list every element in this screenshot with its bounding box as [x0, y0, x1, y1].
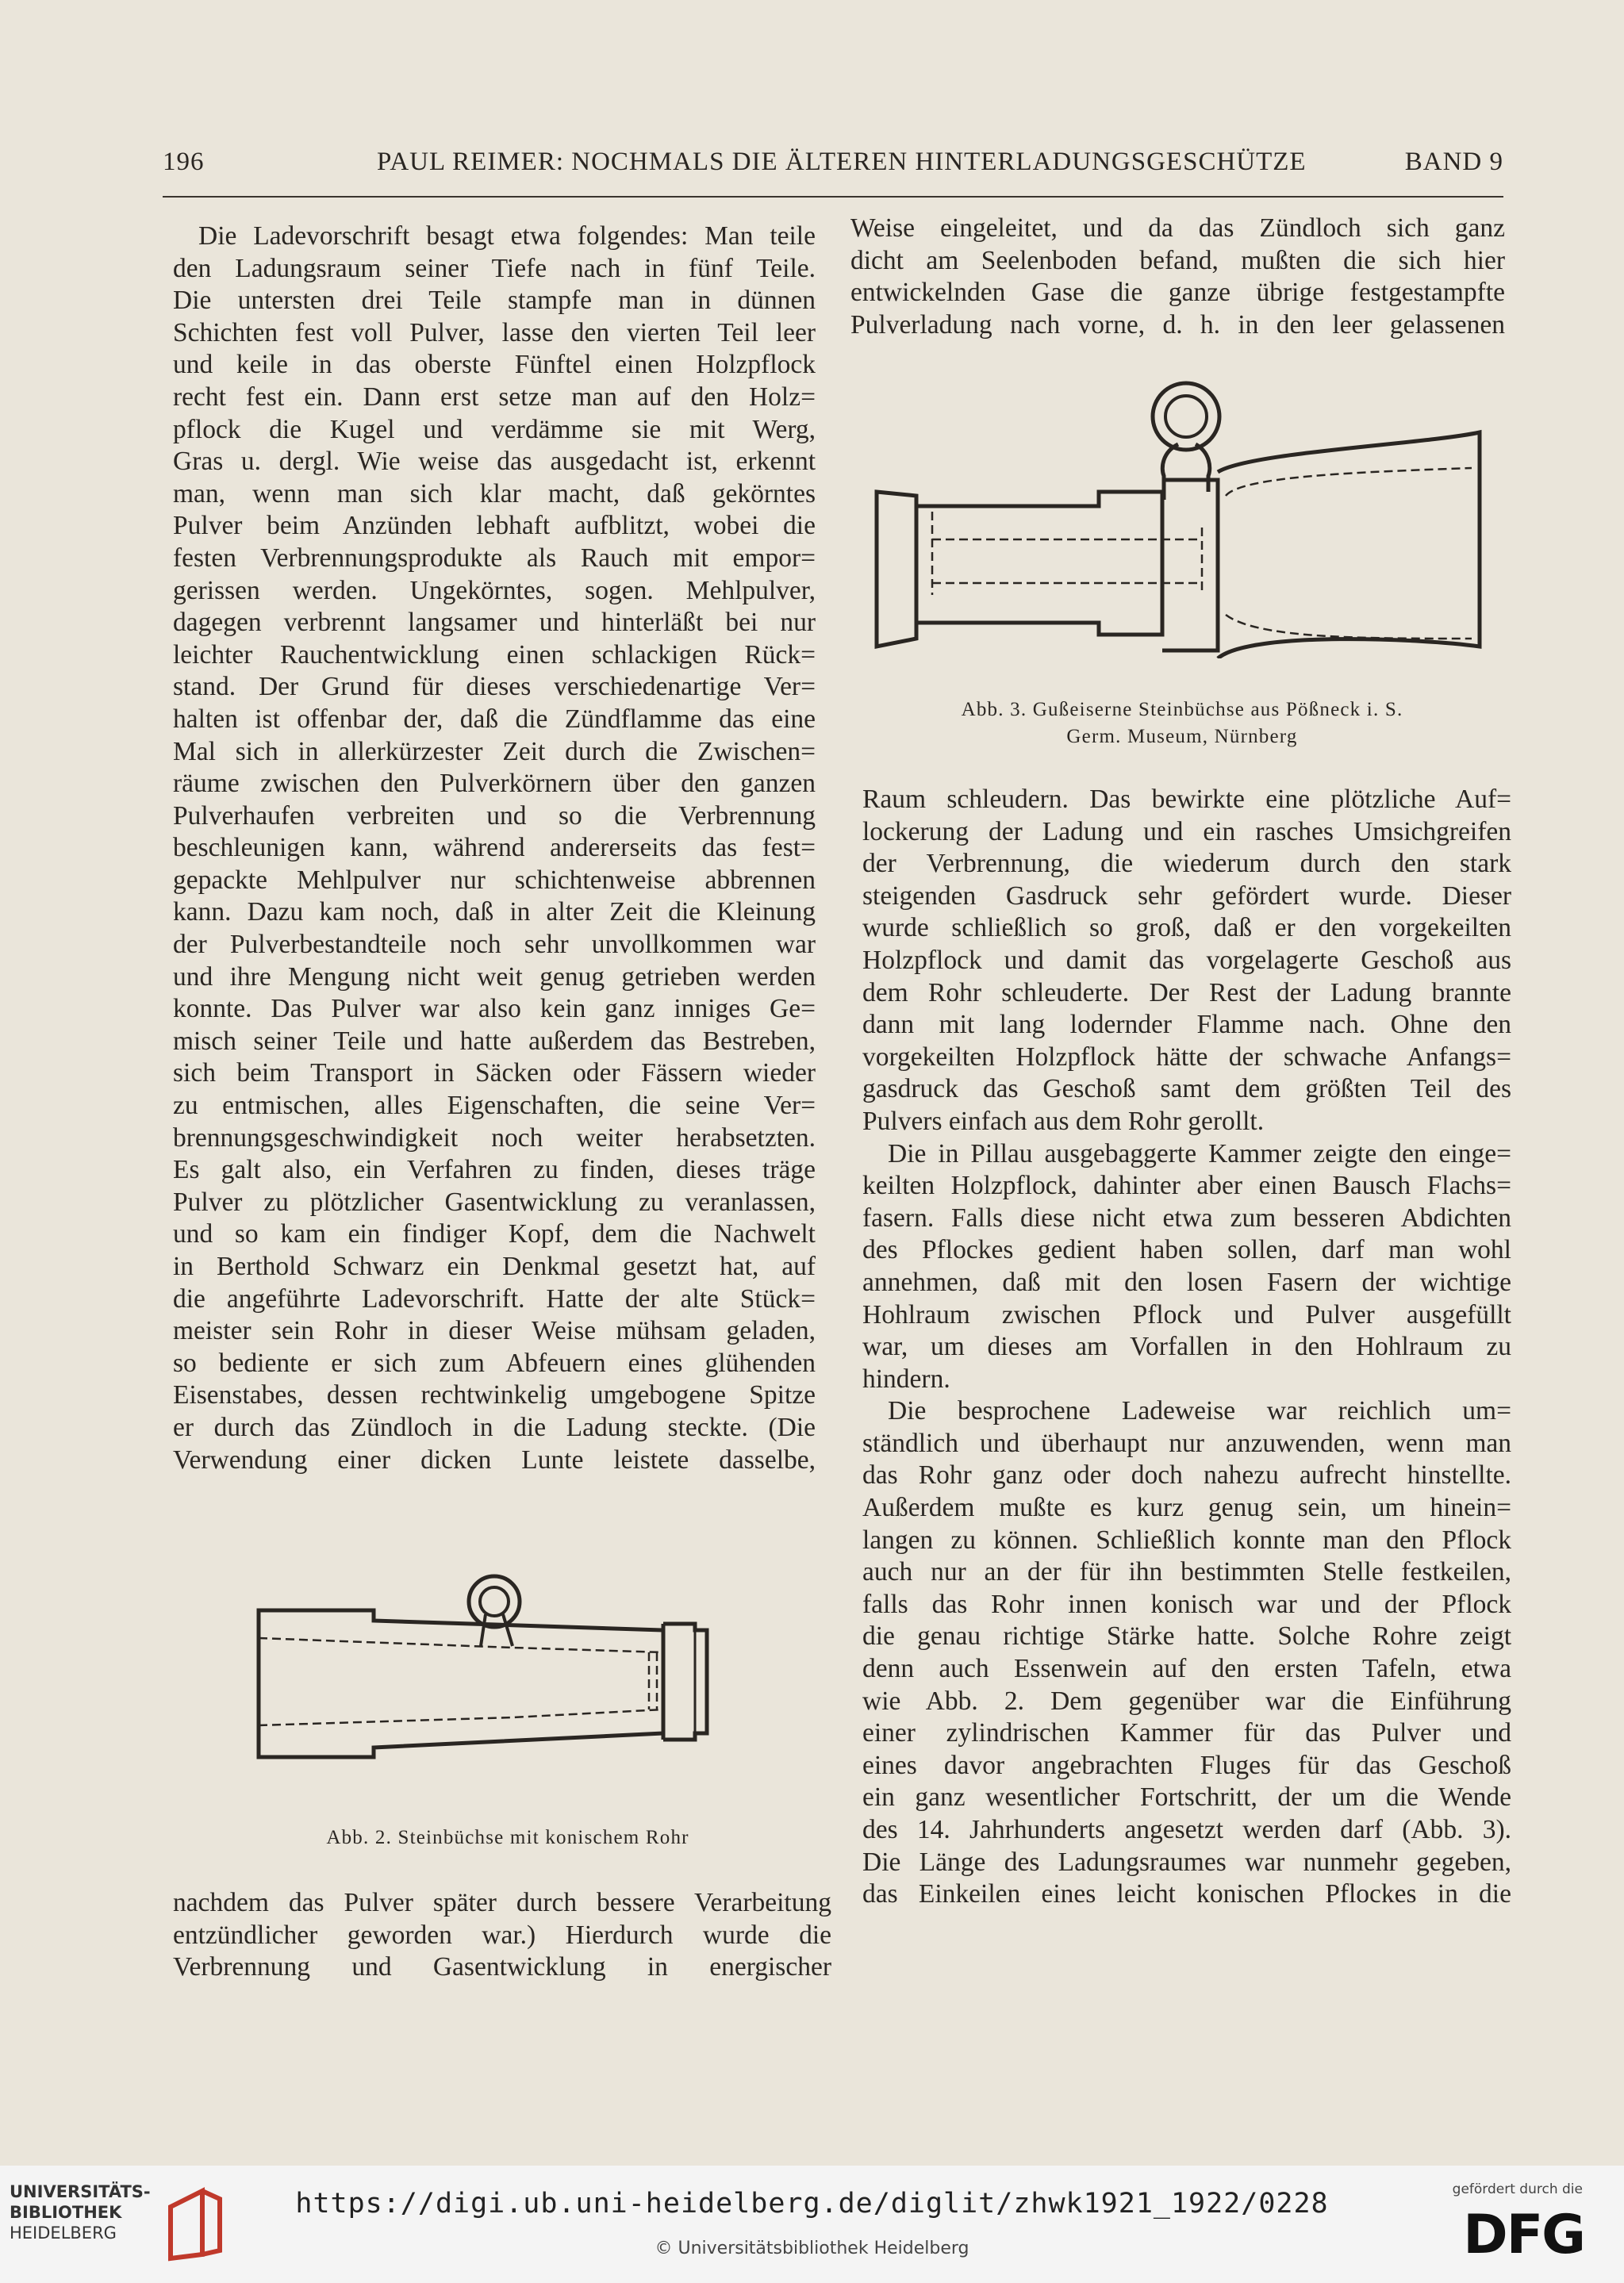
- text-line: lockerung der Ladung und ein rasches Umsichgreifen: [862, 816, 1511, 846]
- text-line: eines davor angebrachten Fluges für das Geschoß: [862, 1750, 1511, 1780]
- text-line: und ihre Mengung nicht weit genug getrieben werden: [173, 961, 816, 992]
- copyright-notice: © Universitätsbibliothek Heidelberg: [655, 2239, 969, 2258]
- text-line: den Ladungsraum seiner Tiefe nach in fünf Teile.: [173, 253, 816, 283]
- text-line: falls das Rohr innen konisch war und der Pflock: [862, 1589, 1511, 1619]
- text-line: entwickelnden Gase die ganze übrige festgestampfte: [850, 278, 1505, 308]
- text-line: festen Verbrennungsprodukte als Rauch mit empor=: [173, 543, 816, 573]
- text-line: Verbrennung und Gasentwicklung in energischer: [173, 1952, 831, 1982]
- text-line: einer zylindrischen Kammer für das Pulver und: [862, 1718, 1511, 1748]
- text-line: in Berthold Schwarz ein Denkmal gesetzt hat, auf: [173, 1252, 816, 1281]
- volume-label: BAND 9: [1404, 148, 1503, 176]
- text-line: auch nur an der für ihn bestimmten Stelle festkeilen,: [862, 1557, 1511, 1587]
- text-line: der Verbrennung, die wiederum durch den stark: [862, 849, 1511, 879]
- text-line: dem Rohr schleuderte. Der Rest der Ladung brannte: [862, 977, 1511, 1007]
- text-line: Gras u. dergl. Wie weise das ausgedacht ist, erkennt: [173, 447, 816, 477]
- text-line: ein ganz wesentlicher Fortschritt, der um die Wende: [862, 1782, 1511, 1813]
- text-line: halten ist offenbar der, daß die Zündflamme das eine: [173, 704, 816, 734]
- text-line: Die Länge des Ladungsraumes war nunmehr gegeben,: [862, 1847, 1511, 1877]
- text-line: gasdruck das Geschoß samt dem größten Teil des: [862, 1074, 1511, 1104]
- text-line: steigenden Gasdruck sehr gefördert wurde. Dieser: [862, 881, 1511, 911]
- text-line: des 14. Jahrhunderts angesetzt werden darf (Abb. 3).: [862, 1815, 1511, 1844]
- text-line: des Pflockes gedient haben sollen, darf man wohl: [862, 1235, 1511, 1265]
- text-line: das Einkeilen eines leicht konischen Pflockes in die: [862, 1879, 1511, 1909]
- text-line: und keile in das oberste Fünftel einen Holzpflock: [173, 350, 816, 380]
- figure-3-illustration: [869, 365, 1495, 658]
- text-line: dagegen verbrennt langsamer und hinterläßt bei nur: [173, 608, 816, 638]
- text-line: Die besprochene Ladeweise war reichlich um=: [888, 1396, 1511, 1426]
- text-line: hindern.: [862, 1364, 950, 1394]
- text-line: war, um dieses am Vorfallen in den Hohlraum zu: [862, 1332, 1511, 1362]
- text-line: entzündlicher geworden war.) Hierdurch wurde die: [173, 1920, 831, 1950]
- page-number: 196: [163, 148, 205, 176]
- text-line: langen zu können. Schließlich konnte man den Pflock: [862, 1525, 1511, 1555]
- footer-bar: [0, 2166, 1624, 2283]
- text-line: Pulver beim Anzünden lebhaft aufblitzt, wobei die: [173, 511, 816, 541]
- right-column-top: [850, 213, 1505, 341]
- text-line: meister sein Rohr in dieser Weise mühsam geladen,: [173, 1316, 816, 1346]
- text-line: Pulvers einfach aus dem Rohr gerollt.: [862, 1106, 1265, 1136]
- text-line: das Rohr ganz oder doch nahezu aufrecht hinstellte.: [862, 1460, 1511, 1491]
- text-line: konnte. Das Pulver war also kein ganz inniges Ge=: [173, 994, 816, 1024]
- text-line: die genau richtige Stärke hatte. Solche Rohre zeigt: [862, 1621, 1511, 1652]
- dfg-logo[interactable]: DFG: [1463, 2204, 1584, 2266]
- figure-2-illustration: [251, 1559, 758, 1797]
- text-line: Pulver zu plötzlicher Gasentwicklung zu veranlassen,: [173, 1187, 816, 1217]
- figure-3-caption: [873, 696, 1492, 750]
- text-line: er durch das Zündloch in die Ladung steckte. (Die: [173, 1412, 816, 1442]
- library-line-2: BIBLIOTHEK: [10, 2203, 122, 2222]
- running-header: [163, 148, 1503, 187]
- text-line: der Pulverbestandteile noch sehr unvollkommen war: [173, 930, 816, 960]
- text-line: leichter Rauchentwicklung einen schlackigen Rück=: [173, 639, 816, 670]
- text-line: sich beim Transport in Säcken oder Fässern wieder: [173, 1058, 816, 1088]
- permalink-url[interactable]: https://digi.ub.uni-heidelberg.de/diglit/zhwk1921_1922/0228: [295, 2188, 1329, 2220]
- text-line: Mal sich in allerkürzester Zeit durch die Zwischen=: [173, 736, 816, 766]
- text-line: dicht am Seelenboden befand, mußten die sich hier: [850, 245, 1505, 275]
- text-line: brennungsgeschwindigkeit noch weiter herabsetzten.: [173, 1122, 816, 1153]
- text-line: Pulverladung nach vorne, d. h. in den leer gelassenen: [850, 309, 1505, 340]
- text-line: nachdem das Pulver später durch bessere Verarbeitung: [173, 1888, 831, 1917]
- text-line: denn auch Essenwein auf den ersten Tafeln, etwa: [862, 1654, 1511, 1684]
- text-line: stand. Der Grund für dieses verschiedenartige Ver=: [173, 672, 816, 702]
- text-line: man, wenn man sich klar macht, daß gekörntes: [173, 478, 816, 508]
- figure-2-caption: Abb. 2. Steinbüchse mit konischem Rohr: [326, 1827, 689, 1848]
- text-line: keilten Holzpflock, dahinter aber einen Bausch Flachs=: [862, 1171, 1511, 1201]
- text-line: Schichten fest voll Pulver, lasse den vierten Teil leer: [173, 317, 816, 347]
- text-line: zu entmischen, alles Eigenschaften, die seine Ver=: [173, 1091, 816, 1121]
- text-line: Holzpflock und damit das vorgelagerte Geschoß aus: [862, 945, 1511, 975]
- text-line: Die Ladevorschrift besagt etwa folgendes: Man teile: [198, 221, 816, 251]
- text-line: Es galt also, ein Verfahren zu finden, dieses träge: [173, 1155, 816, 1185]
- text-line: Raum schleudern. Das bewirkte eine plötzliche Auf=: [862, 785, 1511, 814]
- left-column-top: [173, 221, 816, 1476]
- text-line: und so kam ein findiger Kopf, dem die Nachwelt: [173, 1219, 816, 1249]
- text-line: Die untersten drei Teile stampfe man in dünnen: [173, 286, 816, 316]
- text-line: gepackte Mehlpulver nur schichtenweise abbrennen: [173, 865, 816, 895]
- text-line: pflock die Kugel und verdämme sie mit Werg,: [173, 414, 816, 444]
- library-line-3: HEIDELBERG: [10, 2224, 117, 2243]
- text-line: dann mit lang lodernder Flamme nach. Ohne den: [862, 1010, 1511, 1040]
- text-line: Hohlraum zwischen Pflock und Pulver ausgefüllt: [862, 1299, 1511, 1330]
- text-line: Weise eingeleitet, und da das Zündloch sich ganz: [850, 213, 1505, 243]
- text-line: Außerdem mußte es kurz genug sein, um hinein=: [862, 1493, 1511, 1523]
- header-rule: [163, 196, 1503, 198]
- text-line: Eisenstabes, dessen rechtwinkelig umgebogene Spitze: [173, 1380, 816, 1410]
- text-line: räume zwischen den Pulverkörnern über den ganzen: [173, 769, 816, 799]
- text-line: ständlich und überhaupt nur anzuwenden, wenn man: [862, 1428, 1511, 1458]
- text-line: gerissen werden. Ungekörntes, sogen. Mehlpulver,: [173, 575, 816, 605]
- text-line: Die in Pillau ausgebaggerte Kammer zeigte den einge=: [888, 1138, 1511, 1168]
- text-line: die angeführte Ladevorschrift. Hatte der alte Stück=: [173, 1283, 816, 1314]
- figure-3-caption-line1: Abb. 3. Gußeiserne Steinbüchse aus Pößneck i. S.: [961, 699, 1403, 720]
- left-column-bottom: [173, 1887, 831, 1984]
- text-line: recht fest ein. Dann erst setze man auf den Holz=: [173, 382, 816, 412]
- text-line: Pulverhaufen verbreiten und so die Verbrennung: [173, 800, 816, 831]
- text-line: vorgekeilten Holzpflock hätte der schwache Anfangs=: [862, 1042, 1511, 1072]
- text-line: beschleunigen kann, während andererseits das fest=: [173, 833, 816, 863]
- library-line-1: UNIVERSITÄTS-: [10, 2182, 151, 2201]
- text-line: misch seiner Teile und hatte außerdem das Bestreben,: [173, 1026, 816, 1056]
- text-line: wie Abb. 2. Dem gegenüber war die Einführung: [862, 1686, 1511, 1716]
- funding-label: gefördert durch die: [1452, 2181, 1583, 2197]
- text-line: fasern. Falls diese nicht etwa zum besseren Abdichten: [862, 1203, 1511, 1233]
- figure-3-caption-line2: Germ. Museum, Nürnberg: [1066, 726, 1298, 747]
- text-line: Verwendung einer dicken Lunte leistete dasselbe,: [173, 1445, 816, 1475]
- text-line: wurde schließlich so groß, daß er den vorgekeilten: [862, 913, 1511, 943]
- right-column-bottom: [862, 784, 1511, 1911]
- text-line: annehmen, daß mit den losen Fasern der wichtige: [862, 1267, 1511, 1297]
- text-line: kann. Dazu kam noch, daß in alter Zeit die Kleinung: [173, 897, 816, 927]
- running-title: PAUL REIMER: NOCHMALS DIE ÄLTEREN HINTERLADUNGSGESCHÜTZE: [377, 148, 1307, 176]
- text-line: so bediente er sich zum Abfeuern eines glühenden: [173, 1348, 816, 1378]
